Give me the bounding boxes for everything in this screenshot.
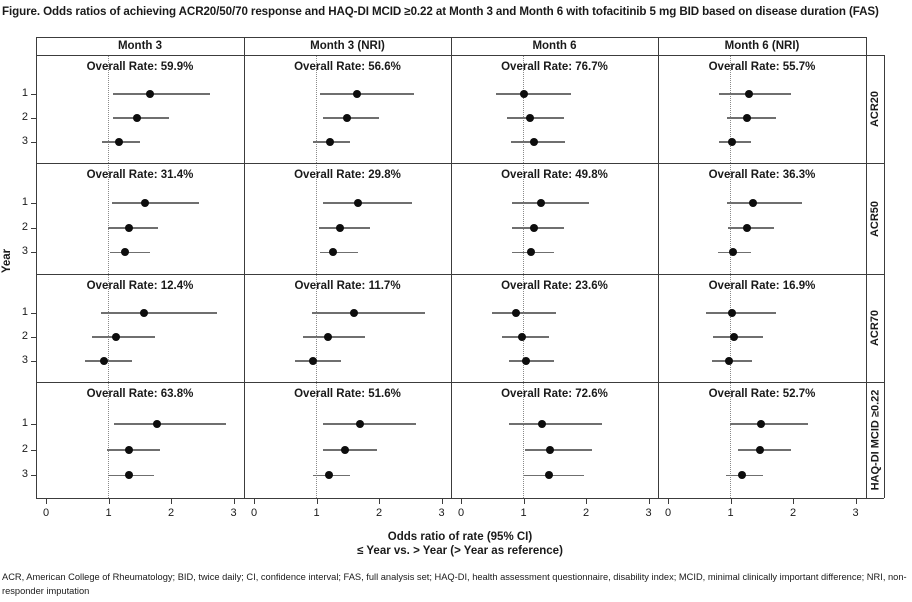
y-tick-label: 2 — [21, 220, 28, 233]
x-tick — [524, 499, 525, 504]
x-tick — [234, 499, 235, 504]
ci-line — [85, 360, 132, 362]
forest-point — [756, 446, 764, 454]
grid-line-horizontal — [36, 382, 884, 383]
forest-point — [728, 138, 736, 146]
forest-point — [729, 248, 737, 256]
forest-point — [125, 446, 133, 454]
x-tick — [668, 499, 669, 504]
y-tick-label: 3 — [21, 245, 28, 258]
overall-rate-label: Overall Rate: 11.7% — [294, 280, 401, 292]
panel-ACR20-Month6NRI — [658, 55, 866, 163]
x-tick-label: 2 — [789, 507, 797, 519]
overall-rate-label: Overall Rate: 49.8% — [501, 169, 608, 181]
forest-point — [146, 90, 154, 98]
forest-point — [725, 357, 733, 365]
y-tick — [31, 337, 36, 338]
ci-line — [303, 336, 366, 338]
ci-line — [738, 449, 791, 451]
ci-line — [295, 360, 341, 362]
overall-rate-label: Overall Rate: 55.7% — [708, 61, 816, 73]
ci-line — [730, 423, 808, 425]
panel-ACR70-Month6NRI — [658, 274, 866, 382]
overall-rate-label: Overall Rate: 29.8% — [294, 169, 401, 181]
panel-ACR70-Month3NRI — [244, 274, 451, 382]
forest-point — [537, 199, 545, 207]
ci-line — [492, 312, 556, 314]
ci-line — [512, 202, 589, 204]
ci-line — [108, 227, 158, 229]
forest-point — [728, 309, 736, 317]
forest-point — [325, 471, 333, 479]
row-label-strip — [866, 274, 884, 382]
forest-point — [546, 446, 554, 454]
row-label: HAQ-DI MCID ≥0.22 — [869, 389, 881, 491]
forest-point — [527, 248, 535, 256]
panel-ACR50-Month3NRI — [244, 163, 451, 274]
x-tick-label: 2 — [582, 507, 590, 519]
overall-rate-label: Overall Rate: 59.9% — [86, 61, 194, 73]
y-tick — [31, 475, 36, 476]
x-tick — [317, 499, 318, 504]
forest-point — [125, 471, 133, 479]
overall-rate-label: Overall Rate: 51.6% — [294, 388, 401, 400]
overall-rate-label: Overall Rate: 31.4% — [86, 169, 194, 181]
x-tick — [586, 499, 587, 504]
grid-line-vertical — [884, 55, 885, 498]
y-tick — [31, 228, 36, 229]
x-tick-label: 0 — [664, 507, 672, 519]
y-tick — [31, 252, 36, 253]
x-tick — [109, 499, 110, 504]
panel-HAQDIMCID022-Month6NRI — [658, 382, 866, 498]
ci-line — [114, 423, 226, 425]
ci-line — [728, 227, 774, 229]
x-tick-label: 2 — [167, 507, 175, 519]
row-label: ACR70 — [869, 309, 882, 347]
forest-point — [112, 333, 120, 341]
x-tick-label: 3 — [645, 507, 652, 519]
ci-line — [113, 93, 210, 95]
forest-point — [545, 471, 553, 479]
y-tick — [31, 142, 36, 143]
panel-ACR50-Month3 — [36, 163, 244, 274]
x-tick-label: 3 — [230, 507, 237, 519]
forest-point — [749, 199, 757, 207]
forest-point — [757, 420, 765, 428]
column-header: Month 3 — [117, 40, 163, 52]
ci-line — [110, 252, 150, 254]
forest-point — [743, 224, 751, 232]
x-tick-label: 3 — [438, 507, 445, 519]
grid-line-horizontal — [36, 55, 884, 56]
forest-point — [141, 199, 149, 207]
grid-line-horizontal — [36, 274, 884, 275]
forest-point — [522, 357, 530, 365]
forest-point — [526, 114, 534, 122]
panel-HAQDIMCID022-Month3 — [36, 382, 244, 498]
x-tick — [442, 499, 443, 504]
forest-point — [745, 90, 753, 98]
forest-point — [518, 333, 526, 341]
panel-ACR20-Month3NRI — [244, 55, 451, 163]
x-tick-label: 1 — [520, 507, 527, 519]
ci-line — [92, 336, 155, 338]
panel-ACR20-Month3 — [36, 55, 244, 163]
ci-line — [509, 423, 602, 425]
forest-point — [350, 309, 358, 317]
column-header: Month 6 (NRI) — [724, 40, 800, 52]
y-tick — [31, 361, 36, 362]
x-tick — [46, 499, 47, 504]
y-tick — [31, 424, 36, 425]
y-tick — [31, 118, 36, 119]
overall-rate-label: Overall Rate: 76.7% — [501, 61, 608, 73]
overall-rate-label: Overall Rate: 12.4% — [86, 280, 194, 292]
ci-line — [101, 312, 217, 314]
y-tick-label: 3 — [21, 134, 28, 147]
y-tick-label: 1 — [21, 416, 28, 429]
y-axis-label: Year — [1, 248, 13, 274]
y-tick — [31, 450, 36, 451]
ci-line — [112, 202, 199, 204]
grid-line-vertical — [36, 37, 37, 498]
x-tick — [254, 499, 255, 504]
ci-line — [107, 449, 160, 451]
ci-line — [511, 141, 565, 143]
ci-line — [320, 93, 414, 95]
forest-point — [520, 90, 528, 98]
x-tick-label: 1 — [105, 507, 112, 519]
forest-point — [538, 420, 546, 428]
footnote-abbreviations: ACR, American College of Rheumatology; BID, twice daily; CI, confidence interval; FAS, full analysis set; HAQ-DI, health assessment questionnaire, disability index; MCID, minimal clinically important difference; NRI, non-responder imputation — [2, 572, 907, 596]
forest-point — [743, 114, 751, 122]
x-tick-label: 0 — [457, 507, 465, 519]
y-tick-label: 2 — [21, 330, 28, 343]
x-tick-label: 1 — [313, 507, 320, 519]
forest-point — [153, 420, 161, 428]
panel-ACR20-Month6 — [451, 55, 658, 163]
grid-line-vertical — [658, 37, 659, 498]
forest-point — [309, 357, 317, 365]
x-tick-label: 1 — [727, 507, 734, 519]
ci-line — [507, 117, 564, 119]
grid-line-horizontal — [36, 498, 884, 499]
x-tick-label: 2 — [375, 507, 383, 519]
forest-point — [115, 138, 123, 146]
forest-point — [356, 420, 364, 428]
y-tick-label: 3 — [21, 468, 28, 481]
y-tick — [31, 313, 36, 314]
row-label-strip — [866, 163, 884, 274]
ci-line — [319, 227, 370, 229]
panel-ACR50-Month6NRI — [658, 163, 866, 274]
y-tick-label: 1 — [21, 86, 28, 99]
forest-point — [133, 114, 141, 122]
panel-HAQDIMCID022-Month6 — [451, 382, 658, 498]
ci-line — [320, 252, 358, 254]
panel-ACR70-Month3 — [36, 274, 244, 382]
ci-line — [719, 93, 790, 95]
x-tick — [793, 499, 794, 504]
figure-title: Figure. Odds ratios of achieving ACR20/50/70 response and HAQ-DI MCID ≥0.22 at Month 3 and Month 6 with tofacitinib 5 mg BID based on disease duration (FAS) — [2, 5, 879, 18]
ci-line — [706, 312, 777, 314]
grid-line-horizontal — [36, 163, 884, 164]
y-tick-label: 1 — [21, 195, 28, 208]
row-label-strip — [866, 55, 884, 163]
y-tick-label: 1 — [21, 305, 28, 318]
forest-point — [343, 114, 351, 122]
forest-point — [324, 333, 332, 341]
ci-line — [525, 449, 592, 451]
forest-point — [125, 224, 133, 232]
x-axis-label: Odds ratio of rate (95% CI) — [387, 531, 533, 543]
forest-point — [329, 248, 337, 256]
overall-rate-label: Overall Rate: 23.6% — [501, 280, 608, 292]
panel-ACR70-Month6 — [451, 274, 658, 382]
y-tick — [31, 203, 36, 204]
grid-line-vertical — [451, 37, 452, 498]
overall-rate-label: Overall Rate: 52.7% — [708, 388, 816, 400]
overall-rate-label: Overall Rate: 56.6% — [294, 61, 401, 73]
x-axis-sublabel: ≤ Year vs. > Year (> Year as reference) — [357, 545, 563, 557]
row-label-strip — [866, 382, 884, 498]
overall-rate-label: Overall Rate: 16.9% — [708, 280, 816, 292]
row-label: ACR50 — [869, 200, 882, 237]
x-tick — [461, 499, 462, 504]
column-header: Month 6 — [532, 40, 577, 52]
grid-line-vertical — [244, 37, 245, 498]
forest-point — [738, 471, 746, 479]
y-tick-label: 3 — [21, 353, 28, 366]
ci-line — [323, 449, 376, 451]
x-tick-label: 0 — [42, 507, 50, 519]
y-tick — [31, 94, 36, 95]
forest-point — [530, 138, 538, 146]
overall-rate-label: Overall Rate: 63.8% — [86, 388, 194, 400]
x-tick — [856, 499, 857, 504]
row-label: ACR20 — [869, 90, 882, 128]
x-tick — [731, 499, 732, 504]
y-tick-label: 2 — [21, 442, 28, 455]
forest-point — [354, 199, 362, 207]
panel-ACR50-Month6 — [451, 163, 658, 274]
x-tick-label: 3 — [852, 507, 859, 519]
forest-point — [730, 333, 738, 341]
forest-point — [140, 309, 148, 317]
ci-line — [323, 202, 412, 204]
ci-line — [727, 202, 803, 204]
x-tick — [649, 499, 650, 504]
forest-point — [341, 446, 349, 454]
forest-point — [121, 248, 129, 256]
ci-line — [509, 360, 554, 362]
ci-line — [512, 227, 563, 229]
column-header: Month 3 (NRI) — [310, 40, 385, 52]
overall-rate-label: Overall Rate: 36.3% — [708, 169, 816, 181]
ci-line — [524, 475, 584, 477]
forest-point — [336, 224, 344, 232]
forest-point — [353, 90, 361, 98]
ci-line — [323, 423, 416, 425]
x-tick — [171, 499, 172, 504]
x-tick — [379, 499, 380, 504]
ci-line — [312, 312, 426, 314]
ci-line — [496, 93, 571, 95]
x-tick-label: 0 — [250, 507, 258, 519]
overall-rate-label: Overall Rate: 72.6% — [501, 388, 608, 400]
y-tick-label: 2 — [21, 111, 28, 124]
ci-line — [727, 117, 775, 119]
panel-HAQDIMCID022-Month3NRI — [244, 382, 451, 498]
forest-point — [326, 138, 334, 146]
forest-point — [530, 224, 538, 232]
forest-point — [512, 309, 520, 317]
